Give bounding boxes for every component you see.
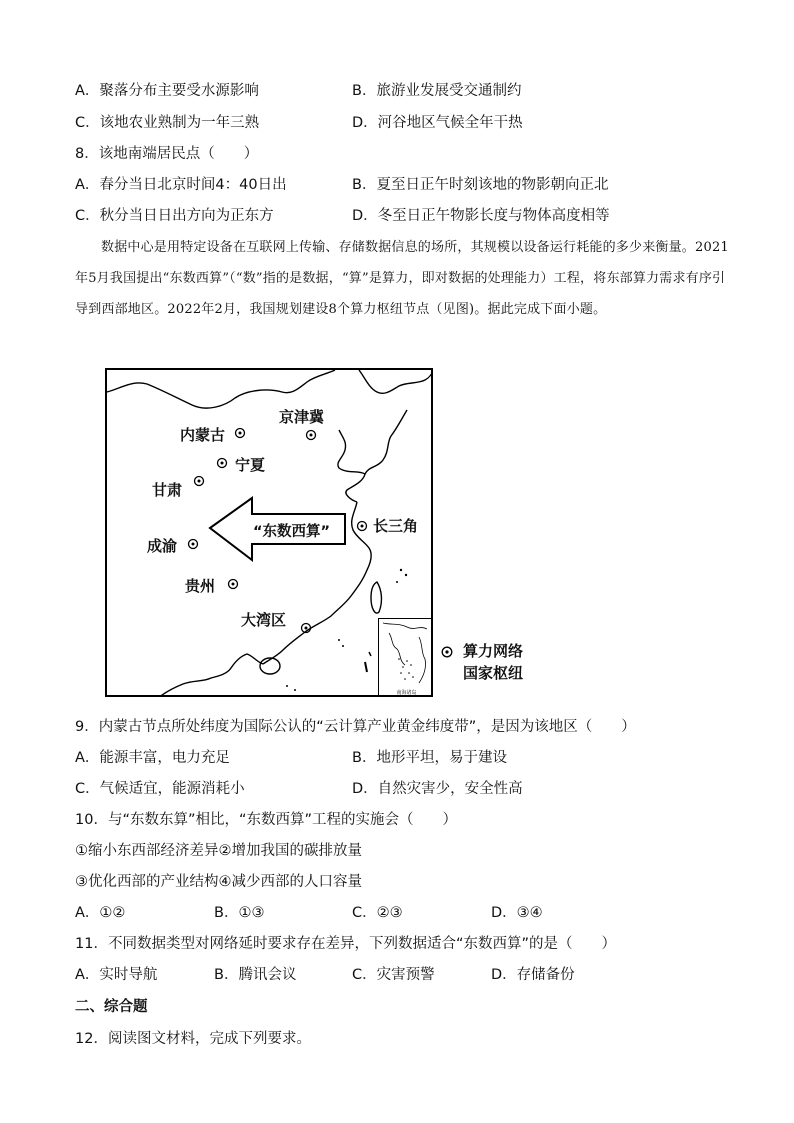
- q11-option-a: A．实时导航: [75, 967, 158, 983]
- passage: [75, 232, 735, 325]
- q12-stem: 12．阅读图文材料，完成下列要求。: [75, 1031, 311, 1047]
- passage-text: 数据中心是用特定设备在互联网上传输、存储数据信息的场所，其规模以设备运行耗能的多少来衡量。2021年5月我国提出“东数西算”（“数”指的是数据，“算”是算力，即对数据的处理能力）工程，将东部算力需求有序引导到西部地区。2022年2月，我国规划建设8个算力枢纽节点（见图)。据此完成下面小题。: [75, 240, 729, 317]
- legend-text: [463, 640, 523, 684]
- legend-line-2: 国家枢纽: [463, 664, 524, 682]
- q7-option-d: D．河谷地区气候全年干热: [352, 115, 523, 131]
- q10-option-d: D．③④: [491, 905, 543, 921]
- hub-map: [105, 368, 433, 697]
- q10-option-a: A．①②: [75, 905, 126, 921]
- q11-option-d: D．存储备份: [491, 967, 575, 983]
- q10-statement-1: ①缩小东西部经济差异②增加我国的碳排放量: [75, 843, 362, 859]
- q9-option-c: C．气候适宜，能源消耗小: [75, 781, 245, 797]
- q8-option-a: A．春分当日北京时间4：40日出: [75, 177, 287, 193]
- q11-stem: 11．不同数据类型对网络延时要求存在差异，下列数据适合“东数西算”的是（ ）: [75, 936, 616, 952]
- label-jingjinji: 京津冀: [279, 408, 325, 426]
- inset-caption: 南海诸岛: [396, 690, 417, 696]
- hub-marker-icon: [441, 646, 453, 658]
- label-ningxia: 宁夏: [235, 456, 266, 474]
- q7-option-a: A．聚落分布主要受水源影响: [75, 83, 259, 99]
- q9-option-d: D．自然灾害少，安全性高: [352, 781, 523, 797]
- inset-outline: [379, 619, 433, 697]
- q9-option-b: B．地形平坦，易于建设: [352, 750, 507, 766]
- q8-option-b: B．夏至日正午时刻该地的物影朝向正北: [352, 177, 609, 193]
- q10-option-b: B．①③: [214, 905, 265, 921]
- section-title: 二、综合题: [75, 999, 148, 1015]
- q8-option-c: C．秋分当日日出方向为正东方: [75, 208, 274, 224]
- q9-option-a: A．能源丰富，电力充足: [75, 750, 230, 766]
- label-gansu: 甘肃: [152, 481, 183, 499]
- label-neimenggu: 内蒙古: [180, 426, 226, 444]
- q10-statement-2: ③优化西部的产业结构④减少西部的人口容量: [75, 874, 362, 890]
- legend-line-1: 算力网络: [463, 642, 524, 660]
- label-guizhou: 贵州: [185, 577, 216, 595]
- q11-option-b: B．腾讯会议: [214, 967, 297, 983]
- q11-option-c: C．灾害预警: [352, 967, 435, 983]
- label-chengyu: 成渝: [147, 537, 178, 555]
- q10-stem: 10．与“东数东算”相比，“东数西算”工程的实施会（ ）: [75, 812, 457, 828]
- q8-stem: 8．该地南端居民点（ ）: [75, 146, 259, 162]
- q9-stem: 9．内蒙古节点所处纬度为国际公认的“云计算产业黄金纬度带”，是因为该地区（ ）: [75, 719, 636, 735]
- label-changsanjiao: 长三角: [373, 517, 419, 535]
- arrow-label: “东数西算”: [253, 524, 331, 540]
- q7-option-b: B．旅游业发展受交通制约: [352, 83, 522, 99]
- q10-option-c: C．②③: [352, 905, 403, 921]
- q8-option-d: D．冬至日正午物影长度与物体高度相等: [352, 208, 610, 224]
- south-china-sea-inset: [378, 618, 433, 697]
- q7-option-c: C．该地农业熟制为一年三熟: [75, 115, 260, 131]
- label-dawanqu: 大湾区: [241, 611, 287, 629]
